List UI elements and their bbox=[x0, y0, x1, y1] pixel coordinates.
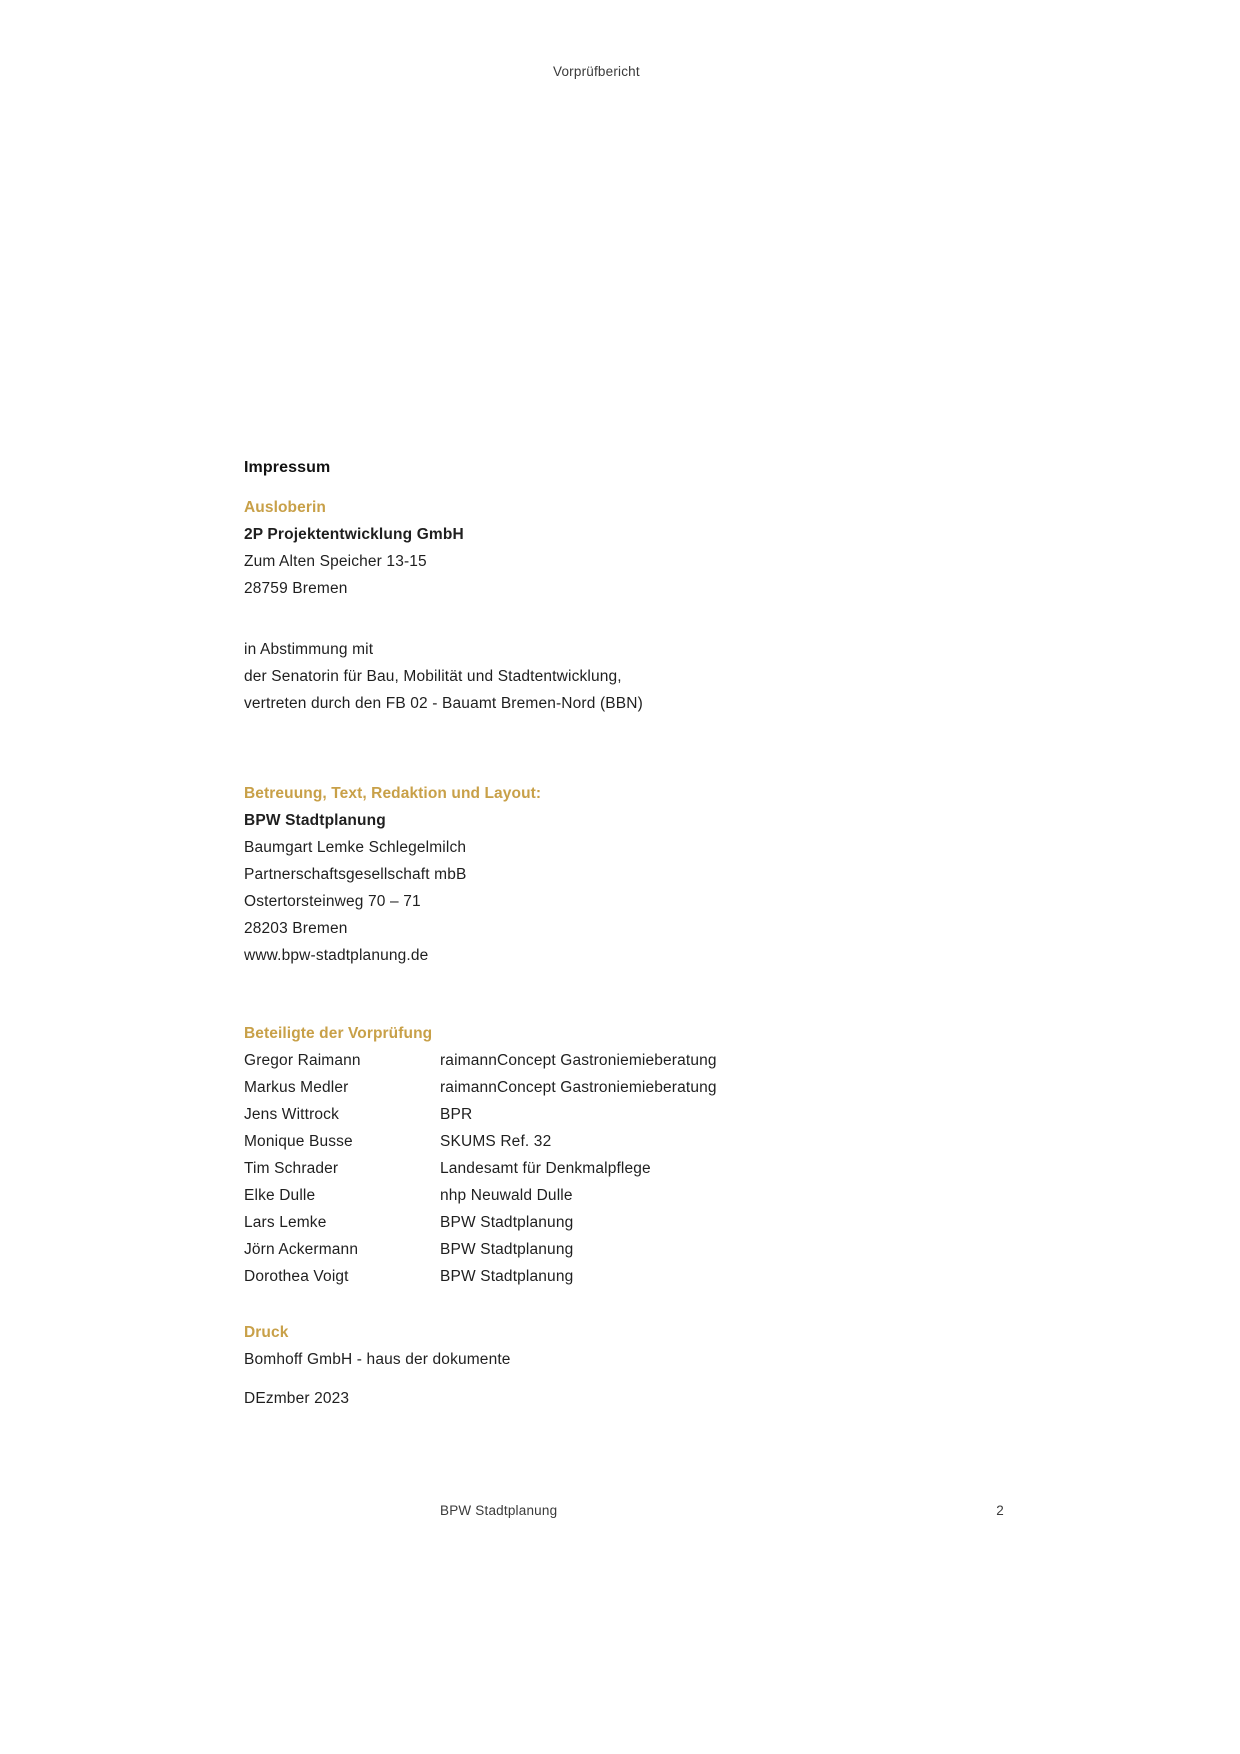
list-item bbox=[244, 1155, 1004, 1182]
participant-name: Jörn Ackermann bbox=[244, 1241, 359, 1258]
list-item bbox=[244, 1182, 1004, 1209]
list-item bbox=[244, 1128, 1004, 1155]
list-item bbox=[244, 1209, 1004, 1236]
coordination-line-1: in Abstimmung mit bbox=[244, 641, 374, 658]
participant-name: Dorothea Voigt bbox=[244, 1268, 349, 1285]
betreuung-website[interactable]: www.bpw-stadtplanung.de bbox=[244, 947, 429, 964]
participant-organisation: SKUMS Ref. 32 bbox=[440, 1133, 552, 1150]
list-item bbox=[244, 1236, 1004, 1263]
participant-organisation: nhp Neuwald Dulle bbox=[440, 1187, 573, 1204]
list-item bbox=[244, 1074, 1004, 1101]
list-item bbox=[244, 1047, 1004, 1074]
participants-list bbox=[244, 1047, 1004, 1290]
betreuung-line-2: Partnerschaftsgesellschaft mbB bbox=[244, 866, 467, 883]
spacer bbox=[244, 1373, 1004, 1385]
participant-organisation: raimannConcept Gastroniemieberatung bbox=[440, 1079, 717, 1096]
ausloberin-city: 28759 Bremen bbox=[244, 580, 348, 597]
spacer bbox=[244, 717, 1004, 761]
spacer bbox=[244, 969, 1004, 1013]
spacer bbox=[244, 1290, 1004, 1324]
list-item bbox=[244, 1263, 1004, 1290]
coordination-line-3: vertreten durch den FB 02 - Bauamt Bremen-Nord (BBN) bbox=[244, 695, 643, 712]
page-footer bbox=[244, 1503, 1004, 1523]
participant-organisation: BPW Stadtplanung bbox=[440, 1214, 574, 1231]
participant-name: Lars Lemke bbox=[244, 1214, 327, 1231]
participant-organisation: BPR bbox=[440, 1106, 473, 1123]
druck-date: DEzmber 2023 bbox=[244, 1390, 350, 1407]
section-heading-druck: Druck bbox=[244, 1324, 289, 1341]
druck-printer: Bomhoff GmbH - haus der dokumente bbox=[244, 1351, 511, 1368]
betreuung-company: BPW Stadtplanung bbox=[244, 812, 386, 829]
participant-organisation: BPW Stadtplanung bbox=[440, 1268, 574, 1285]
participant-name: Tim Schrader bbox=[244, 1160, 339, 1177]
participant-name: Elke Dulle bbox=[244, 1187, 316, 1204]
coordination-line-2: der Senatorin für Bau, Mobilität und Stadtentwicklung, bbox=[244, 668, 622, 685]
list-item bbox=[244, 1101, 1004, 1128]
betreuung-line-1: Baumgart Lemke Schlegelmilch bbox=[244, 839, 467, 856]
betreuung-line-4: 28203 Bremen bbox=[244, 920, 348, 937]
participant-name: Markus Medler bbox=[244, 1079, 349, 1096]
page-title: Impressum bbox=[244, 459, 331, 476]
spacer bbox=[244, 1013, 1004, 1025]
participant-organisation: raimannConcept Gastroniemieberatung bbox=[440, 1052, 717, 1069]
section-heading-beteiligte: Beteiligte der Vorprüfung bbox=[244, 1025, 433, 1042]
page-number: 2 bbox=[996, 1503, 1004, 1518]
ausloberin-street: Zum Alten Speicher 13-15 bbox=[244, 553, 427, 570]
spacer bbox=[244, 602, 1004, 636]
imprint-block bbox=[244, 459, 1004, 1412]
section-heading-ausloberin: Ausloberin bbox=[244, 499, 326, 516]
participant-name: Jens Wittrock bbox=[244, 1106, 339, 1123]
ausloberin-company: 2P Projektentwicklung GmbH bbox=[244, 526, 464, 543]
participant-name: Gregor Raimann bbox=[244, 1052, 361, 1069]
spacer bbox=[244, 761, 1004, 785]
footer-publisher: BPW Stadtplanung bbox=[440, 1503, 558, 1518]
section-heading-betreuung: Betreuung, Text, Redaktion und Layout: bbox=[244, 785, 542, 802]
betreuung-line-3: Ostertorsteinweg 70 – 71 bbox=[244, 893, 421, 910]
participant-organisation: BPW Stadtplanung bbox=[440, 1241, 574, 1258]
participant-organisation: Landesamt für Denkmalpflege bbox=[440, 1160, 651, 1177]
participant-name: Monique Busse bbox=[244, 1133, 353, 1150]
running-head: Vorprüfbericht bbox=[553, 64, 640, 79]
